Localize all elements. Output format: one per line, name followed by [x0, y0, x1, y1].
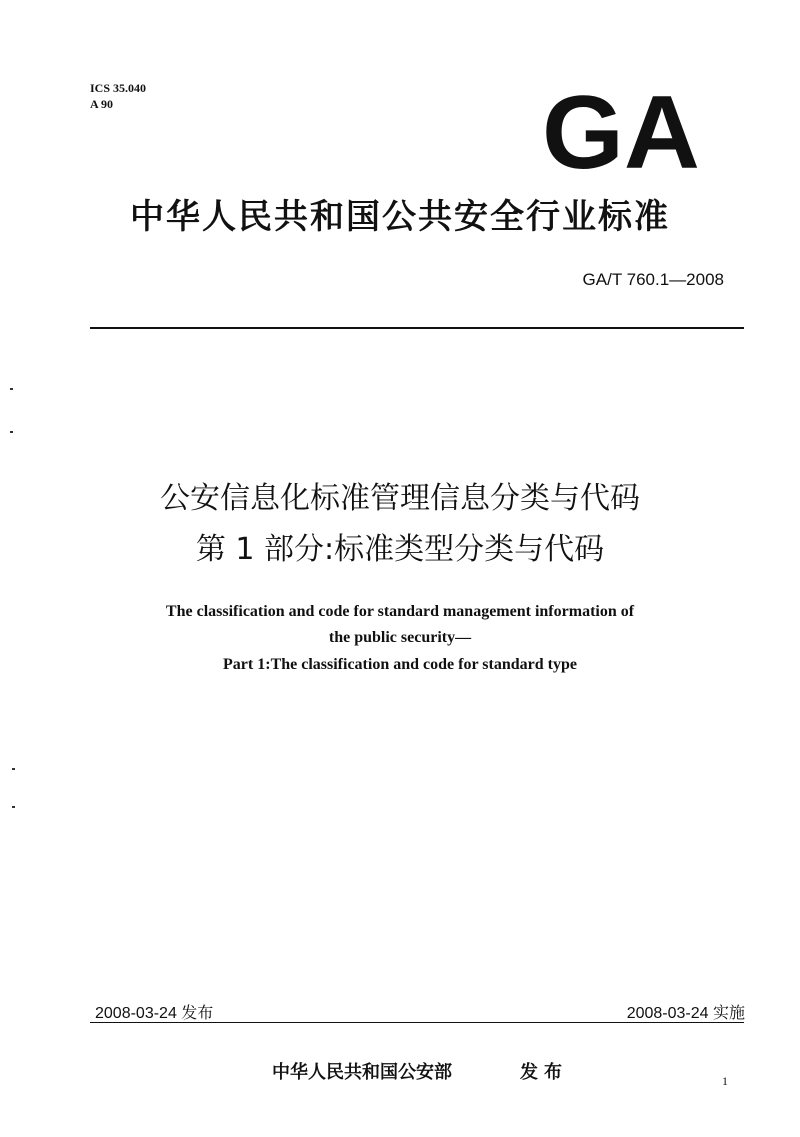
- ga-logo: [541, 90, 701, 170]
- footer-divider: [90, 1022, 744, 1023]
- classification-codes: [90, 80, 146, 112]
- title-cn-line1: 公安信息化标准管理信息分类与代码: [160, 481, 640, 516]
- margin-mark: [12, 806, 15, 808]
- standard-organization: 中华人民共和国公共安全行业标准: [130, 197, 670, 237]
- margin-mark: [10, 388, 13, 390]
- title-cn-line2: 第 1 部分:标准类型分类与代码: [195, 532, 605, 567]
- implementation-date: 2008-03-24 实施: [626, 1005, 745, 1022]
- page-number: 1: [722, 1074, 728, 1088]
- title-en-line2: the public security—: [328, 629, 472, 646]
- issue-date: 2008-03-24 发布: [95, 1005, 214, 1022]
- publish-label: 发布: [520, 1062, 568, 1083]
- margin-mark: [10, 431, 13, 433]
- ics-code: ICS 35.040: [90, 81, 147, 95]
- publisher: 中华人民共和国公安部: [272, 1062, 452, 1083]
- ga-logo-text: GA: [542, 90, 700, 170]
- margin-mark: [12, 768, 15, 770]
- standard-number: GA/T 760.1—2008: [582, 270, 724, 289]
- title-en-line1: The classification and code for standard management information of: [165, 603, 635, 620]
- header-divider: [90, 327, 744, 329]
- ccs-code: A 90: [90, 97, 114, 111]
- title-en-line3: Part 1:The classification and code for standard type: [223, 656, 577, 673]
